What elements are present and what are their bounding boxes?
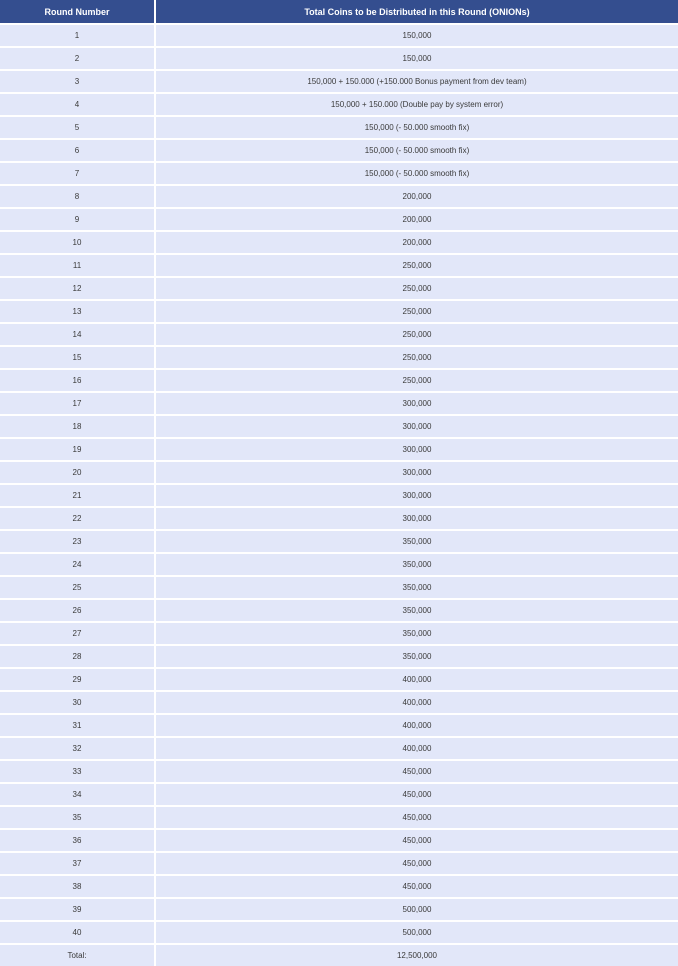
table-row [0,714,678,737]
table-row [0,277,678,300]
table-row [0,576,678,599]
coins-cell: 350,000 [155,530,678,553]
coins-cell: 400,000 [155,668,678,691]
round-number-cell: 15 [0,346,155,369]
round-number-cell: 25 [0,576,155,599]
round-number-cell: 5 [0,116,155,139]
round-number-cell: 37 [0,852,155,875]
table-row [0,806,678,829]
table-row [0,760,678,783]
table-row [0,737,678,760]
round-number-cell: 39 [0,898,155,921]
table-row [0,323,678,346]
table-row [0,645,678,668]
round-number-cell: 27 [0,622,155,645]
round-number-cell: 7 [0,162,155,185]
table-row [0,254,678,277]
round-number-cell: 38 [0,875,155,898]
coins-cell: 300,000 [155,438,678,461]
coins-cell: 150,000 (- 50.000 smooth fix) [155,162,678,185]
table-row [0,392,678,415]
table-row [0,599,678,622]
round-number-cell: 21 [0,484,155,507]
column-header-total-coins: Total Coins to be Distributed in this Round (ONIONs) [155,0,678,24]
round-number-cell: 31 [0,714,155,737]
table-row [0,231,678,254]
coins-cell: 400,000 [155,691,678,714]
table-row [0,93,678,116]
table-row [0,24,678,47]
coins-cell: 300,000 [155,484,678,507]
table-row [0,438,678,461]
round-number-cell: 12 [0,277,155,300]
coins-cell: 250,000 [155,369,678,392]
coins-cell: 450,000 [155,760,678,783]
round-number-cell: 11 [0,254,155,277]
table-row [0,668,678,691]
coins-cell: 450,000 [155,783,678,806]
total-row [0,944,678,966]
round-number-cell: 1 [0,24,155,47]
round-number-cell: 26 [0,599,155,622]
table-row [0,70,678,93]
coins-cell: 300,000 [155,461,678,484]
coins-cell: 150,000 [155,47,678,70]
round-number-cell: 22 [0,507,155,530]
coins-cell: 350,000 [155,576,678,599]
round-number-cell: 10 [0,231,155,254]
coins-cell: 500,000 [155,898,678,921]
round-number-cell: 34 [0,783,155,806]
coins-cell: 350,000 [155,553,678,576]
coins-cell: 400,000 [155,737,678,760]
coins-cell: 250,000 [155,277,678,300]
table-row [0,829,678,852]
coins-cell: 150,000 [155,24,678,47]
coins-cell: 250,000 [155,323,678,346]
round-number-cell: 20 [0,461,155,484]
coins-cell: 450,000 [155,806,678,829]
round-number-cell: 24 [0,553,155,576]
total-value: 12,500,000 [155,944,678,966]
coins-cell: 350,000 [155,645,678,668]
coins-cell: 150,000 + 150.000 (Double pay by system error) [155,93,678,116]
coins-cell: 250,000 [155,254,678,277]
coins-cell: 450,000 [155,875,678,898]
round-number-cell: 9 [0,208,155,231]
total-label: Total: [0,944,155,966]
coins-cell: 350,000 [155,622,678,645]
table-row [0,139,678,162]
coins-cell: 150,000 (- 50.000 smooth fix) [155,116,678,139]
table-row [0,530,678,553]
round-number-cell: 40 [0,921,155,944]
table-row [0,369,678,392]
coins-cell: 250,000 [155,346,678,369]
table-row [0,208,678,231]
coins-cell: 200,000 [155,208,678,231]
coins-cell: 450,000 [155,829,678,852]
round-number-cell: 14 [0,323,155,346]
coins-cell: 300,000 [155,392,678,415]
table-row [0,622,678,645]
round-number-cell: 3 [0,70,155,93]
coins-cell: 300,000 [155,415,678,438]
coins-cell: 150,000 + 150.000 (+150.000 Bonus payment from dev team) [155,70,678,93]
coins-cell: 350,000 [155,599,678,622]
table-row [0,162,678,185]
table-row [0,553,678,576]
table-row [0,921,678,944]
round-number-cell: 18 [0,415,155,438]
table-row [0,185,678,208]
table-row [0,783,678,806]
round-number-cell: 32 [0,737,155,760]
table-row [0,300,678,323]
coins-cell: 200,000 [155,231,678,254]
table-row [0,415,678,438]
round-number-cell: 23 [0,530,155,553]
table-row [0,346,678,369]
table-row [0,852,678,875]
table-row [0,898,678,921]
coins-cell: 450,000 [155,852,678,875]
coins-cell: 250,000 [155,300,678,323]
round-number-cell: 8 [0,185,155,208]
coins-cell: 400,000 [155,714,678,737]
table-row [0,47,678,70]
coins-cell: 200,000 [155,185,678,208]
round-number-cell: 36 [0,829,155,852]
round-number-cell: 33 [0,760,155,783]
round-number-cell: 2 [0,47,155,70]
round-number-cell: 4 [0,93,155,116]
round-number-cell: 16 [0,369,155,392]
column-header-round-number: Round Number [0,0,155,24]
table-row [0,875,678,898]
table-row [0,461,678,484]
table-row [0,507,678,530]
round-number-cell: 35 [0,806,155,829]
table-row [0,691,678,714]
coins-cell: 150,000 (- 50.000 smooth fix) [155,139,678,162]
table-row [0,116,678,139]
table-header-row [0,0,678,24]
round-number-cell: 13 [0,300,155,323]
round-number-cell: 19 [0,438,155,461]
round-number-cell: 17 [0,392,155,415]
round-number-cell: 29 [0,668,155,691]
round-number-cell: 6 [0,139,155,162]
coins-cell: 500,000 [155,921,678,944]
round-number-cell: 30 [0,691,155,714]
round-number-cell: 28 [0,645,155,668]
table-row [0,484,678,507]
table-body [0,24,678,966]
coins-cell: 300,000 [155,507,678,530]
